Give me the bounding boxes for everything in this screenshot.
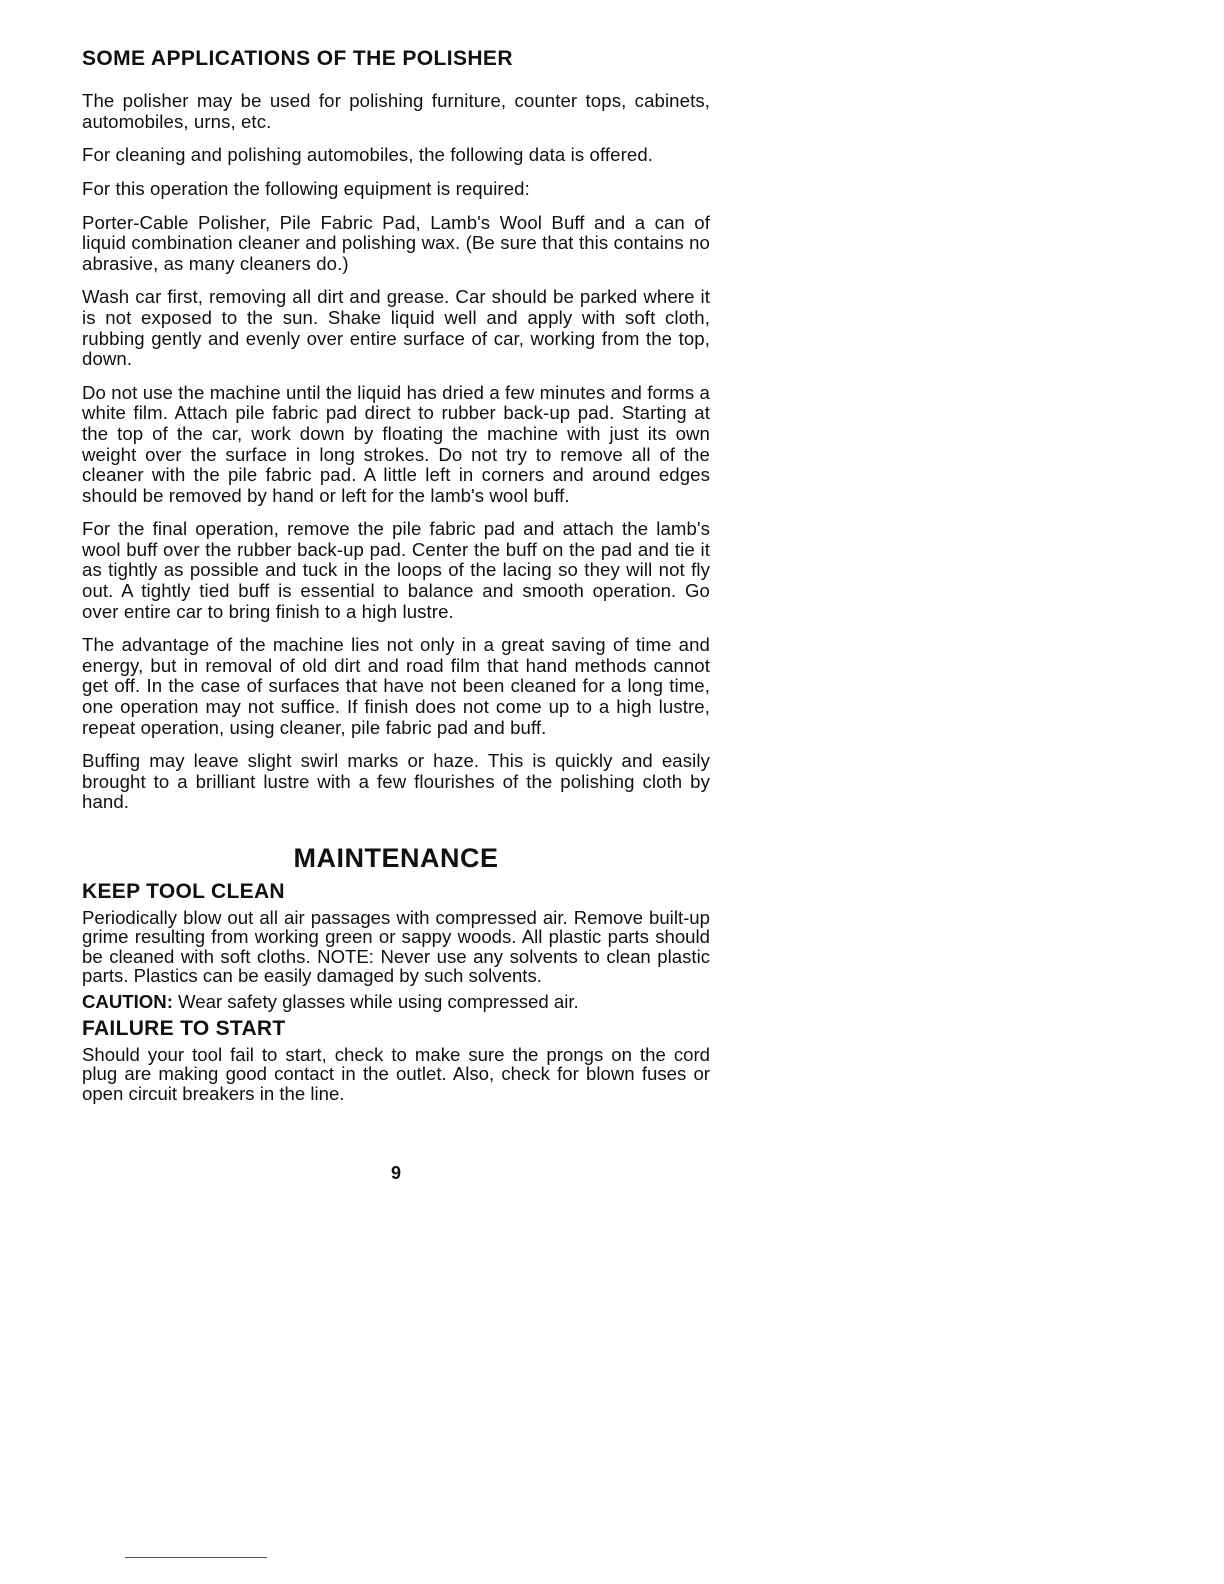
equipment-paragraph: Porter-Cable Polisher, Pile Fabric Pad, Lamb's Wool Buff and a can of liquid combination cleaner and polishing wax. (Be sure that this contains no abrasive, as many cleaners do.) — [82, 211, 710, 274]
wash-car-paragraph: Wash car first, removing all dirt and grease. Car should be parked where it is not exposed to the sun. Shake liquid well and apply with soft cloth, rubbing gently and evenly over entire surface of car, working from the top, down. — [82, 286, 710, 370]
manual-page — [82, 46, 710, 1109]
pile-pad-paragraph: Do not use the machine until the liquid has dried a few minutes and forms a white film. Attach pile fabric pad direct to rubber back-up pad. Starting at the top of the car, work down by floating the machine with just its own weight over the surface in long strokes. Do not try to remove all of the cleaner with the pile fabric pad. A little left in corners and around edges should be removed by hand or left for the lamb's wool buff. — [82, 381, 710, 506]
final-operation-paragraph: For the final operation, remove the pile fabric pad and attach the lamb's wool buff over the rubber back-up pad. Center the buff on the pad and tie it as tightly as possible and tuck in the loops of the lacing so they will not fly out. A tightly tied buff is essential to balance and smooth operation. Go over entire car to bring finish to a high lustre. — [82, 518, 710, 622]
applications-paragraph: For cleaning and polishing automobiles, the following data is offered. — [82, 144, 654, 166]
keep-clean-heading: KEEP TOOL CLEAN — [82, 880, 285, 903]
applications-paragraph: The polisher may be used for polishing furniture, counter tops, cabinets, automobiles, urns, etc. — [82, 90, 710, 132]
advantage-paragraph: The advantage of the machine lies not only in a great saving of time and energy, but in removal of old dirt and road film that hand methods cannot get off. In the case of surfaces that have not been cleaned for a long time, one operation may not suffice. If finish does not come up to a high lustre, repeat operation, using cleaner, pile fabric pad and buff. — [82, 634, 710, 738]
caution-text: Wear safety glasses while using compressed air. — [172, 990, 579, 1012]
buffing-paragraph: Buffing may leave slight swirl marks or haze. This is quickly and easily brought to a brilliant lustre with a few flourishes of the polishing cloth by hand. — [82, 750, 710, 813]
failure-heading: FAILURE TO START — [82, 1017, 286, 1041]
caution-line — [82, 992, 710, 1011]
failure-text: Should your tool fail to start, check to make sure the prongs on the cord plug are making good contact in the outlet. Also, check for blown fuses or open circuit breakers in the line. — [82, 1044, 710, 1104]
applications-paragraph: For this operation the following equipment is required: — [82, 177, 530, 199]
page-number: 9 — [390, 1163, 401, 1183]
footer-divider — [125, 1557, 267, 1558]
maintenance-heading: MAINTENANCE — [293, 843, 499, 873]
keep-clean-text: Periodically blow out all air passages with compressed air. Remove built-up grime resulting from working green or sappy woods. All plastic parts should be cleaned with soft cloths. NOTE: Never use any solvents to clean plastic parts. Plastics can be easily damaged by such solvents. — [82, 907, 710, 987]
applications-heading: SOME APPLICATIONS OF THE POLISHER — [82, 47, 513, 70]
caution-label: CAUTION: — [82, 990, 173, 1012]
